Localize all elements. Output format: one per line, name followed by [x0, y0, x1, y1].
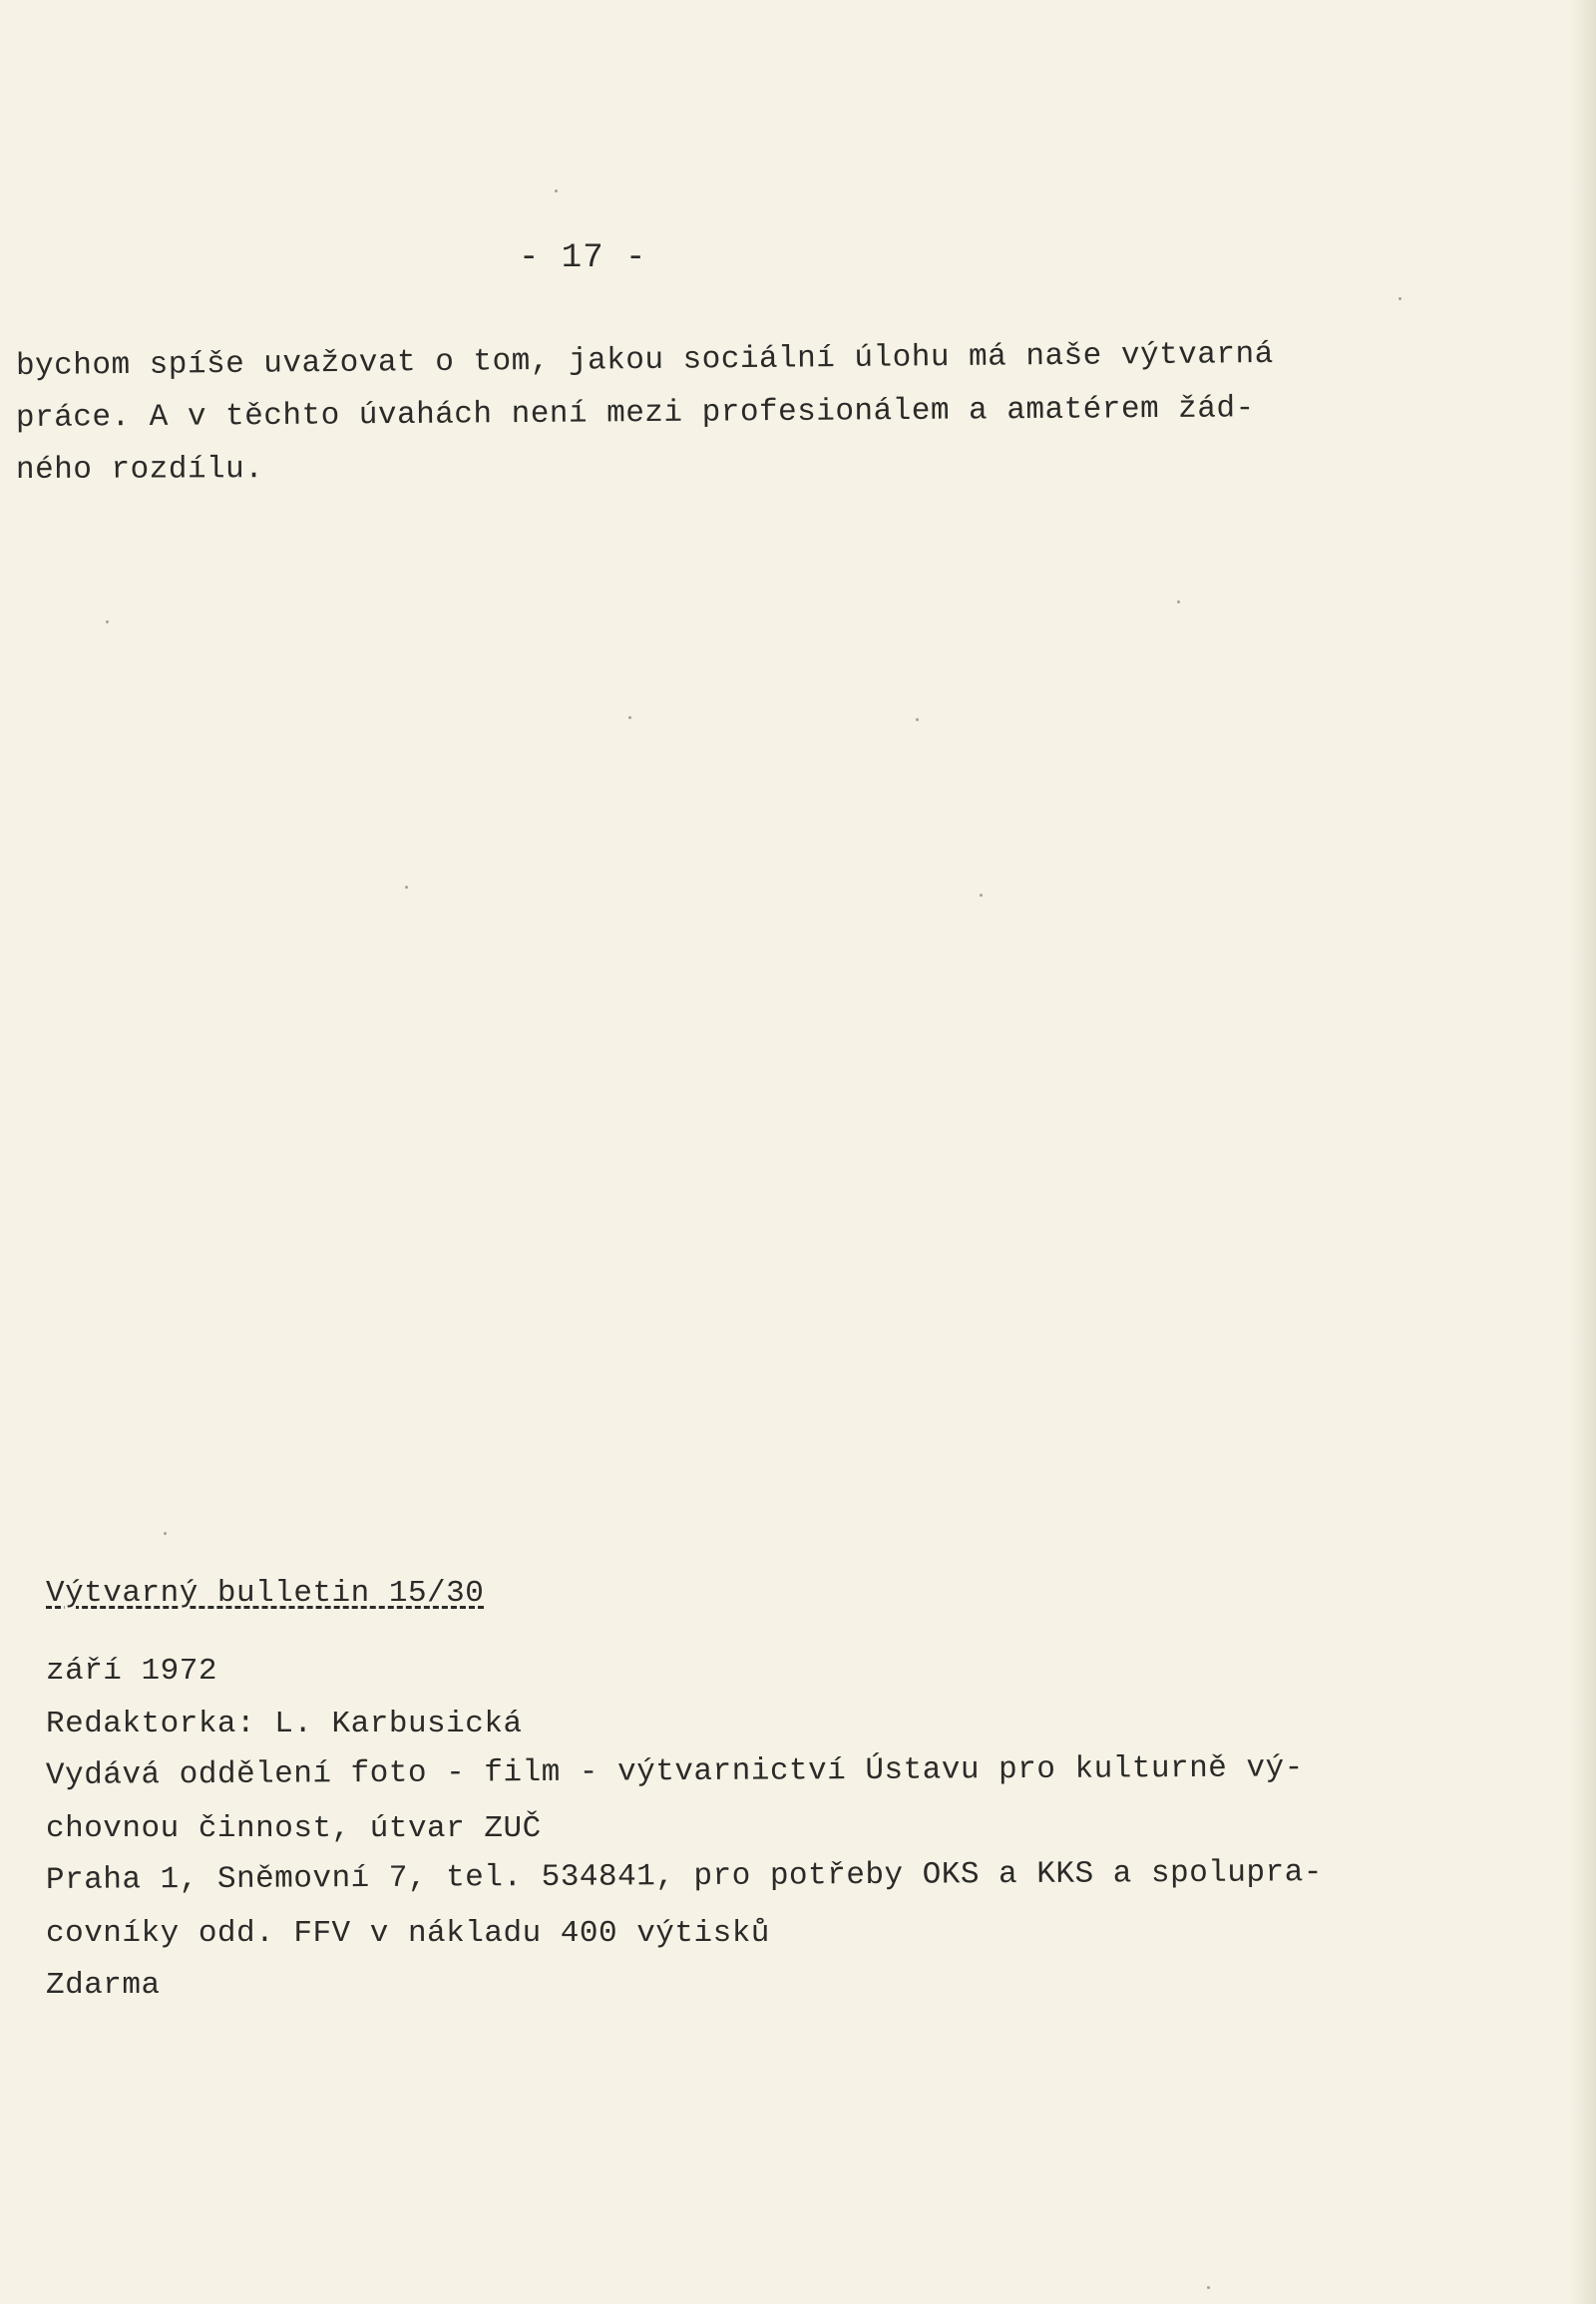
- paper-speck: [1398, 297, 1401, 300]
- paper-speck: [916, 718, 919, 721]
- body-paragraph: [15, 336, 1452, 497]
- body-line: práce. A v těchto úvahách není mezi profesionálem a amatérem žád-: [15, 391, 1255, 436]
- editor-line: Redaktorka: L. Karbusická: [46, 1706, 523, 1741]
- issue-date: září 1972: [46, 1654, 217, 1689]
- paper-speck: [555, 190, 558, 192]
- body-line: bychom spíše uvažovat o tom, jakou sociální úlohu má naše výtvarná: [15, 336, 1274, 384]
- print-run-line: covníky odd. FFV v nákladu 400 výtisků: [46, 1915, 770, 1951]
- paper-speck: [405, 886, 408, 889]
- colophon: [46, 1572, 1482, 2013]
- bulletin-title: Výtvarný bulletin 15/30: [46, 1576, 485, 1611]
- publisher-line: Vydává oddělení foto - film - výtvarnictví Ústavu pro kulturně vý-: [45, 1750, 1304, 1793]
- publisher-line-continued: chovnou činnost, útvar ZUČ: [46, 1810, 542, 1846]
- paper-speck: [1177, 600, 1180, 603]
- price-line: Zdarma: [46, 1968, 161, 2003]
- body-line: ného rozdílu.: [15, 452, 264, 488]
- paper-speck: [106, 620, 109, 623]
- paper-speck: [628, 716, 631, 719]
- paper-speck: [164, 1532, 167, 1535]
- paper-speck: [980, 894, 983, 897]
- page-number: - 17 -: [519, 239, 647, 277]
- address-line: Praha 1, Sněmovní 7, tel. 534841, pro potřeby OKS a KKS a spolupra-: [45, 1855, 1323, 1898]
- paper-speck: [1207, 2286, 1210, 2289]
